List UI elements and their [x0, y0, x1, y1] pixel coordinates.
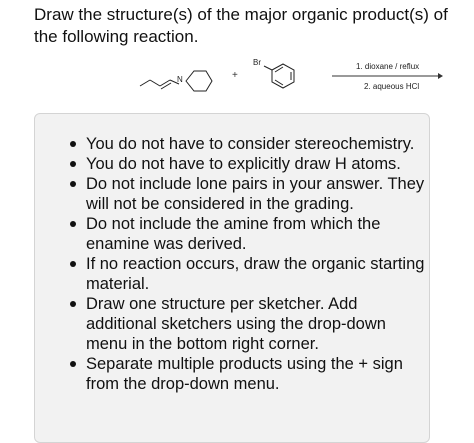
instruction-item: If no reaction occurs, draw the organic starting material. — [67, 254, 429, 294]
reagent-step-1: 1. dioxane / reflux — [356, 62, 420, 71]
bond — [150, 80, 160, 86]
enamine-structure — [140, 71, 212, 91]
plus-sign: + — [232, 70, 238, 81]
question-prompt: Draw the structure(s) of the major organic product(s) of the following reaction. — [34, 5, 448, 46]
instruction-item: Separate multiple products using the + sign from the drop-down menu. — [67, 354, 429, 394]
bromobenzene-structure — [264, 64, 294, 88]
instruction-item: Do not include the amine from which the enamine was derived. — [67, 214, 429, 254]
instruction-item: You do not have to consider stereochemistry. — [67, 134, 429, 154]
reagent-step-2: 2. aqueous HCl — [364, 82, 420, 91]
double-bond — [160, 80, 170, 86]
instructions-list — [35, 114, 429, 394]
nitrogen-atom-label: N — [177, 75, 183, 84]
reaction-arrow — [332, 73, 443, 79]
piperidine-ring — [186, 71, 212, 91]
bond — [264, 66, 272, 70]
instruction-item: Do not include lone pairs in your answer. They will not be considered in the grading. — [67, 174, 429, 214]
bond — [140, 80, 150, 86]
double-bond-second-line — [161, 83, 171, 89]
instruction-item: Draw one structure per sketcher. Add additional sketchers using the drop-down menu in the bottom right corner. — [67, 294, 429, 354]
instructions-panel — [34, 113, 430, 443]
reaction-scheme — [0, 52, 474, 112]
instruction-item: You do not have to explicitly draw H atoms. — [67, 154, 429, 174]
bromine-atom-label: Br — [253, 58, 261, 67]
